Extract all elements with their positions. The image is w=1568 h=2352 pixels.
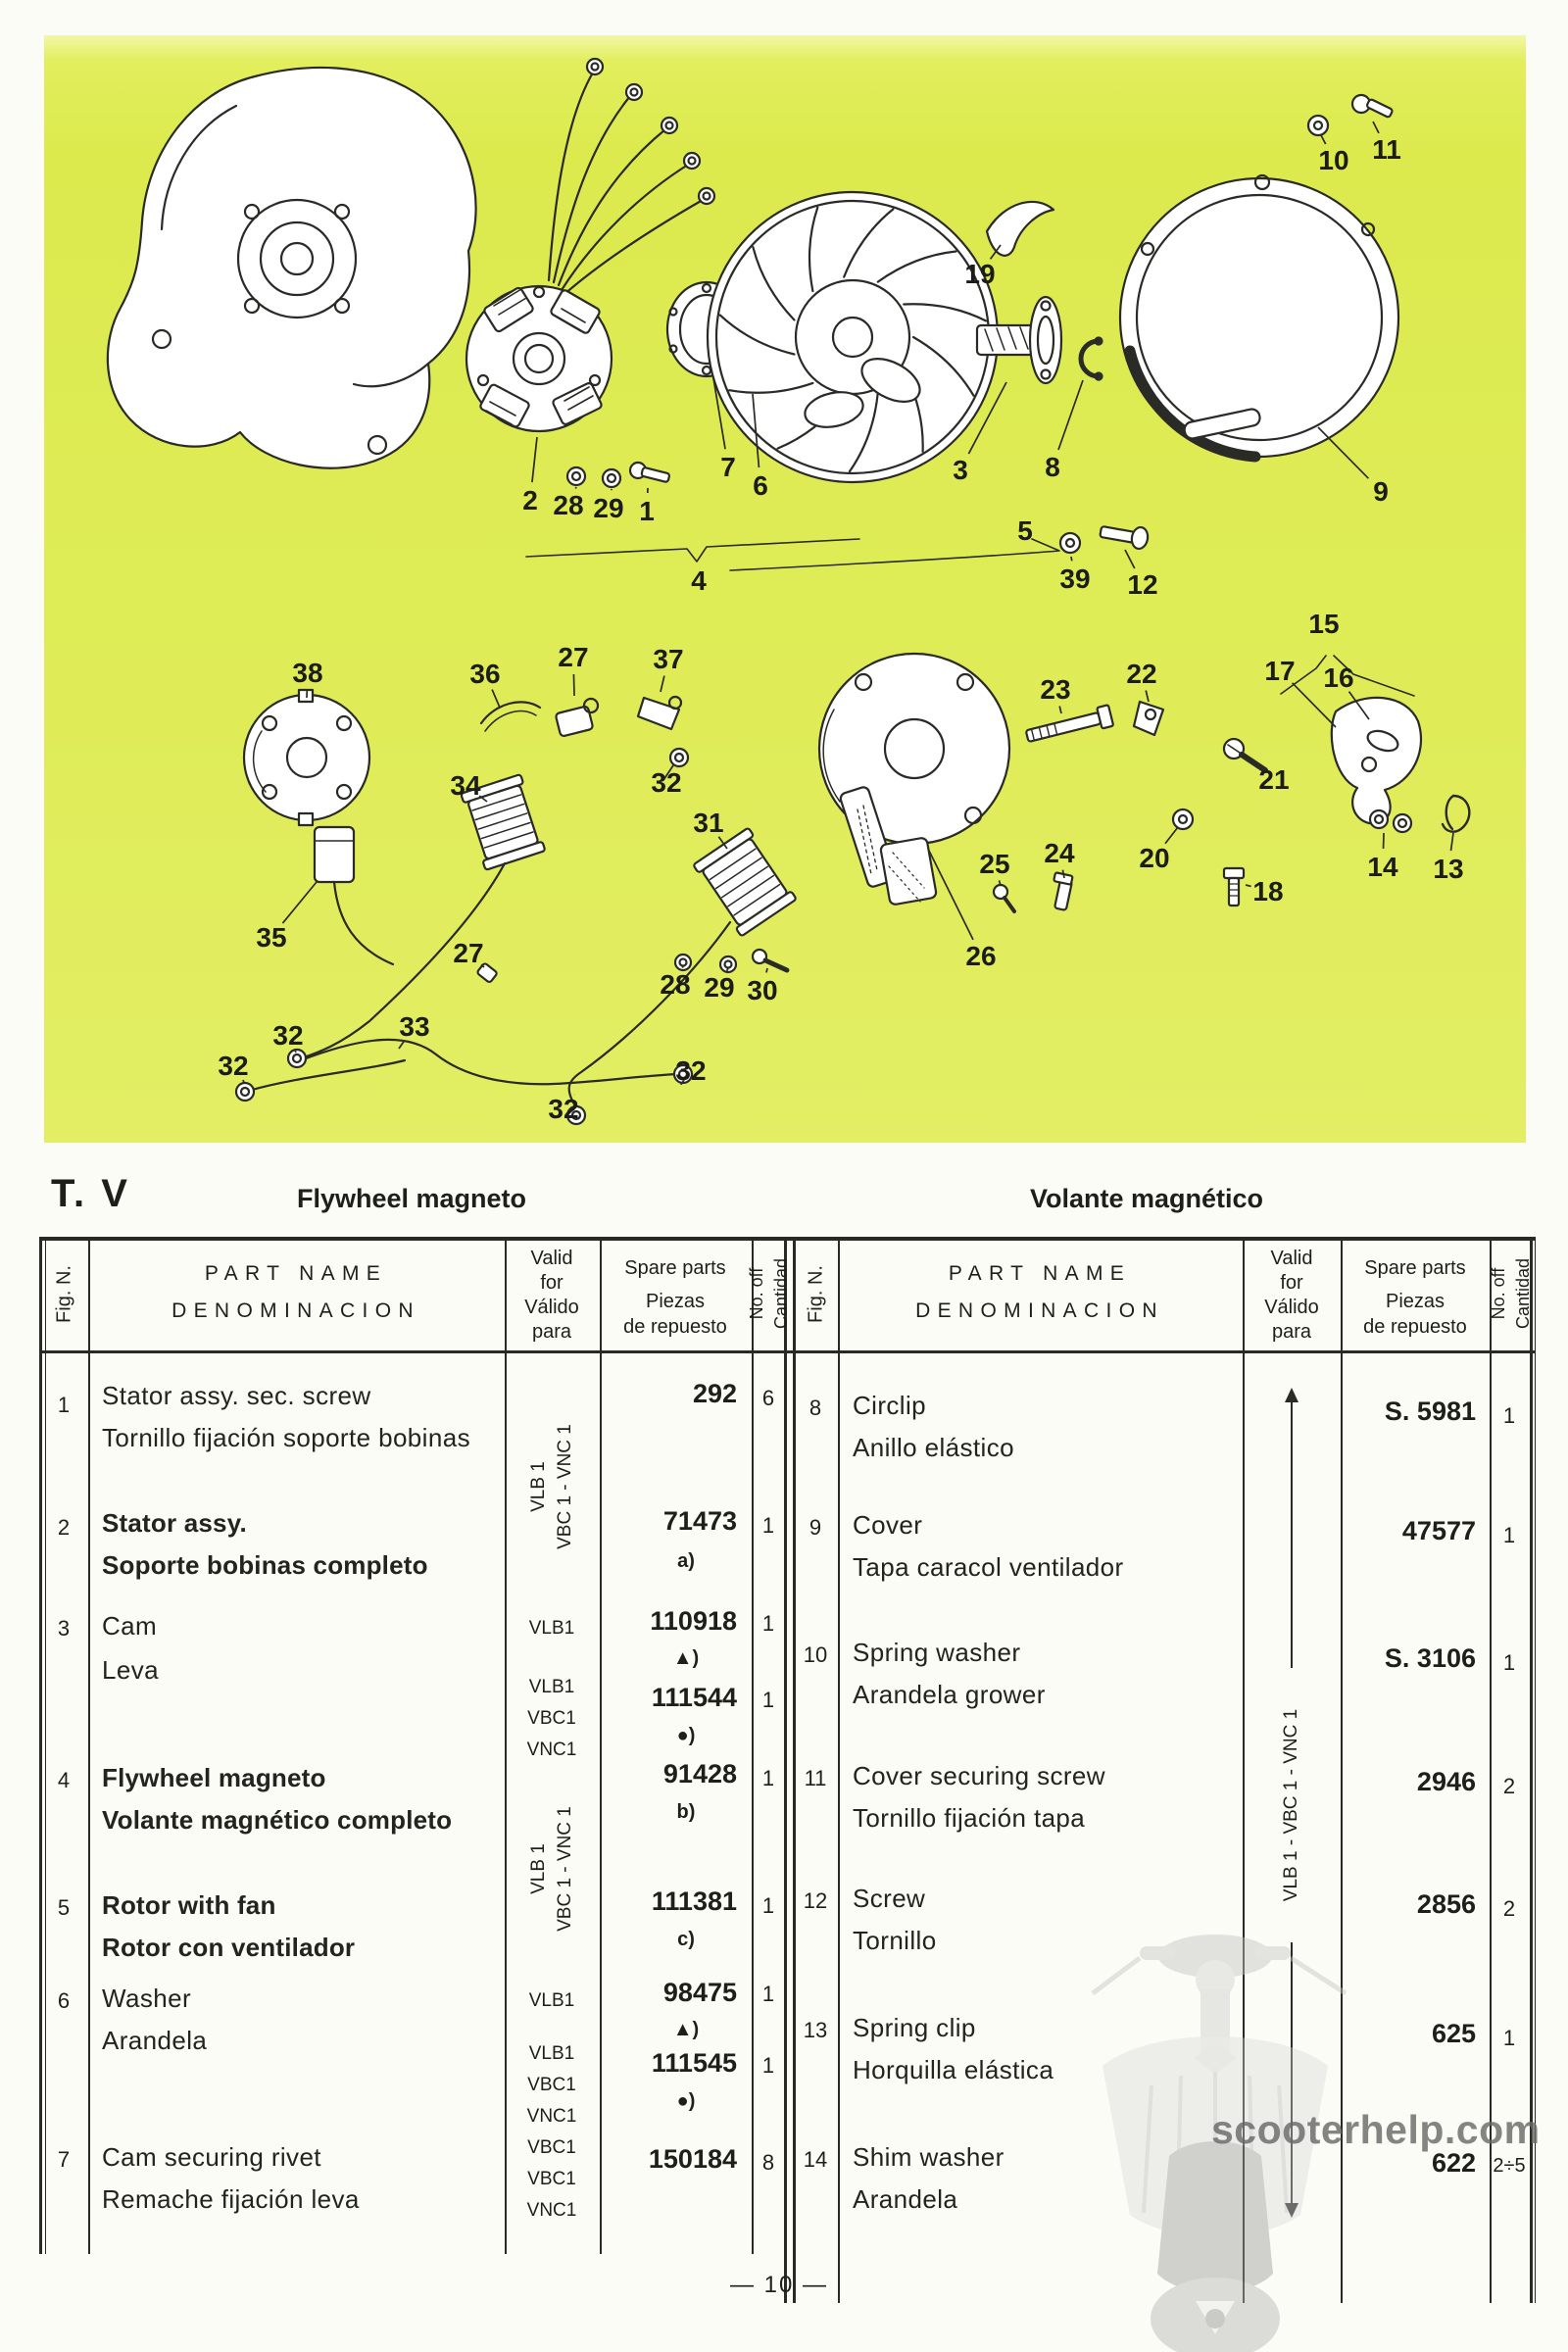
part-callout-number: 17: [1264, 656, 1296, 686]
part-callout-number: 7: [720, 452, 736, 482]
part-name-es: Tapa caracol ventilador: [853, 1552, 1124, 1582]
leader-line: [282, 882, 317, 923]
col-header-valid: Válido: [524, 1297, 579, 1318]
part-name-es: Tornillo fijación soporte bobinas: [102, 1423, 470, 1452]
part-callout-number: 29: [704, 972, 735, 1003]
footnote-mark: ●): [676, 1725, 696, 1746]
part-callout-number: 27: [453, 938, 484, 968]
valid-for: VLB1: [528, 1990, 575, 2011]
fig-number: 12: [803, 1888, 828, 1913]
part-number: 111545: [651, 2048, 737, 2078]
part-callout-number: 2: [522, 485, 538, 515]
part-number: S. 3106: [1384, 1643, 1476, 1673]
valid-for-range-label: VLB 1 - VBC 1 - VNC 1: [1276, 1668, 1307, 1942]
fig-number: 13: [803, 2018, 828, 2042]
valid-for: VLB1: [528, 1618, 575, 1639]
part-callout-number: 28: [660, 969, 691, 1000]
leader-line: [295, 1051, 296, 1053]
part-callout-number: 10: [1318, 145, 1349, 175]
part-name-es: Tornillo fijación tapa: [853, 1803, 1086, 1833]
part-callout-number: 18: [1252, 876, 1284, 906]
part-name-en: Screw: [853, 1884, 926, 1913]
part-number: 71473: [662, 1506, 737, 1536]
grid-line: [45, 1237, 46, 2254]
part-name-en: Shim washer: [853, 2142, 1004, 2172]
fig-number: 6: [57, 1988, 71, 2013]
fig-number: 7: [57, 2147, 71, 2172]
qty-value: 1: [761, 1766, 775, 1790]
part-callout-number: 9: [1373, 476, 1389, 507]
part-callout-number: 21: [1258, 764, 1290, 795]
part-callout-number: 20: [1139, 843, 1170, 873]
part-name-es: Remache fijación leva: [102, 2184, 360, 2214]
qty-value: 2÷5: [1493, 2155, 1526, 2177]
part-name-es: Horquilla elástica: [853, 2055, 1054, 2084]
part-callout-number: 36: [469, 659, 501, 689]
section-title-es: Volante magnético: [1029, 1184, 1264, 1213]
arrow-up-icon: [1285, 1388, 1298, 1402]
leader-line: [766, 968, 767, 972]
leader-line: [1146, 690, 1149, 702]
col-header-spare: Piezas: [1385, 1291, 1446, 1312]
part-callout-number: 32: [675, 1055, 707, 1086]
part-callout-number: 3: [953, 455, 968, 485]
part-number: 2946: [1416, 1767, 1476, 1796]
leader-line: [399, 1041, 405, 1049]
leader-line: [1059, 707, 1061, 713]
col-header-valid: for: [540, 1272, 564, 1294]
part-callout-number: 22: [1126, 659, 1157, 689]
qty-value: 1: [761, 1688, 775, 1712]
part-callout-number: 25: [979, 849, 1010, 879]
col-header-qty: No. off Cantidad: [1489, 1257, 1533, 1330]
part-name-en: Cover securing screw: [853, 1761, 1105, 1790]
part-callout-number: 29: [593, 493, 624, 523]
part-name-en: Spring washer: [853, 1638, 1021, 1667]
leader-line: [1165, 827, 1178, 844]
grid-line: [838, 1237, 840, 2303]
part-name-en: Flywheel magneto: [102, 1763, 326, 1792]
grid-line: [39, 1350, 1536, 1353]
leader-line: [1318, 427, 1368, 478]
diagram-panel: [44, 35, 1526, 1143]
leader-line: [1125, 550, 1135, 568]
col-header-fig: Fig. N.: [53, 1265, 75, 1323]
part-callout-number: 1: [639, 496, 655, 526]
part-name-es: Tornillo: [853, 1926, 937, 1955]
part-callout-number: 8: [1045, 452, 1060, 482]
part-name-es: Soporte bobinas completo: [102, 1550, 428, 1580]
part-name-es: Arandela: [853, 2184, 958, 2214]
table-code: T. V: [51, 1172, 130, 1215]
part-callout-number: 28: [553, 490, 584, 520]
qty-value: 1: [1502, 1403, 1516, 1428]
footnote-mark: ▲): [672, 2019, 700, 2040]
part-callout-number: 23: [1040, 674, 1071, 705]
part-number: 111381: [651, 1886, 737, 1916]
fig-number: 10: [803, 1642, 828, 1667]
part-callout-number: 38: [292, 658, 323, 688]
diagram-line-art: [108, 59, 1469, 1124]
part-number: 625: [1431, 2019, 1476, 2048]
col-header-valid: for: [1280, 1272, 1303, 1294]
part-number: 98475: [662, 1978, 737, 2007]
col-header-spare: Spare parts: [624, 1257, 726, 1279]
qty-value: 1: [761, 1982, 775, 2006]
part-callout-number: 34: [450, 770, 481, 801]
part-callout-number: 30: [747, 975, 778, 1005]
leader-line: [1071, 557, 1072, 561]
part-name-es: Arandela: [102, 2026, 208, 2055]
part-number: 2856: [1416, 1889, 1476, 1919]
col-header-valid: Valid: [1270, 1248, 1313, 1269]
col-header-spare: Spare parts: [1364, 1257, 1466, 1279]
valid-for-stack: VBC1 VBC1 VNC1: [526, 2137, 577, 2221]
col-header-part-name: PART NAME: [948, 1262, 1132, 1285]
part-name-en: Rotor with fan: [102, 1890, 276, 1920]
part-number: 111544: [651, 1683, 737, 1712]
valid-for-group: VLB 1 VBC 1 - VNC 1: [528, 1806, 575, 1932]
part-callout-number: 15: [1308, 609, 1340, 639]
fig-number: 2: [57, 1515, 71, 1540]
part-name-en: Cover: [853, 1510, 923, 1540]
qty-value: 1: [1502, 1650, 1516, 1675]
col-header-valid: Valid: [530, 1248, 573, 1269]
leader-line: [1450, 833, 1453, 851]
leader-line: [1246, 885, 1251, 886]
col-header-denominacion: DENOMINACION: [172, 1299, 420, 1322]
qty-value: 6: [761, 1386, 775, 1410]
part-callout-number: 39: [1059, 564, 1091, 594]
qty-value: 1: [761, 1893, 775, 1918]
arrow-down-icon: [1285, 2203, 1298, 2218]
leader-line: [573, 674, 574, 696]
part-number: 292: [692, 1379, 737, 1408]
part-number: 150184: [648, 2144, 737, 2174]
part-callout-number: 27: [558, 642, 589, 672]
part-number: 110918: [650, 1606, 737, 1636]
part-callout-number: 5: [1017, 515, 1033, 546]
leader-line: [682, 966, 683, 968]
col-header-spare: de repuesto: [1363, 1316, 1467, 1338]
fig-number: 9: [808, 1515, 822, 1540]
footnote-mark: ▲): [672, 1647, 700, 1669]
part-callout-number: 31: [693, 808, 724, 838]
part-name-en: Spring clip: [853, 2013, 976, 2042]
col-header-qty: No. off Cantidad: [747, 1257, 791, 1330]
part-number: 622: [1431, 2148, 1476, 2178]
page-number: — 10 —: [729, 2272, 829, 2298]
part-callout-number: 24: [1044, 838, 1075, 868]
exploded-diagram: [44, 35, 1526, 1143]
part-callout-number: 32: [548, 1094, 579, 1124]
qty-value: 1: [761, 1611, 775, 1636]
part-callout-number: 16: [1323, 662, 1354, 693]
part-name-en: Cam: [102, 1611, 158, 1641]
footnote-mark: c): [677, 1929, 695, 1950]
leader-line: [1321, 135, 1326, 144]
footnote-mark: b): [676, 1801, 696, 1823]
col-header-valid: para: [531, 1321, 572, 1343]
part-callout-number: 33: [399, 1011, 430, 1042]
qty-value: 2: [1502, 1896, 1516, 1921]
leader-line: [1373, 122, 1379, 133]
valid-for-group: VLB 1 VBC 1 - VNC 1: [528, 1424, 575, 1549]
part-name-es: Arandela grower: [853, 1680, 1046, 1709]
part-callout-number: 11: [1372, 134, 1401, 165]
part-callout-number: 32: [651, 767, 682, 798]
fig-number: 5: [57, 1895, 71, 1920]
valid-for-stack: VLB1 VBC1 VNC1: [526, 2043, 577, 2127]
footnote-mark: a): [677, 1550, 695, 1572]
col-header-valid: Válido: [1264, 1297, 1319, 1318]
leader-line: [492, 690, 500, 708]
col-header-spare: de repuesto: [623, 1316, 727, 1338]
part-name-es: Rotor con ventilador: [102, 1933, 356, 1962]
col-header-fig: Fig. N.: [805, 1265, 827, 1323]
fig-number: 4: [57, 1768, 71, 1792]
part-name-en: Circlip: [853, 1391, 927, 1420]
qty-value: 1: [1502, 1523, 1516, 1547]
part-number: S. 5981: [1384, 1396, 1476, 1426]
section-title-en: Flywheel magneto: [296, 1184, 527, 1213]
leader-line: [575, 487, 576, 489]
valid-for-stack: VLB1 VBC1 VNC1: [526, 1677, 577, 1760]
part-callout-number: 19: [964, 259, 996, 289]
col-header-valid: para: [1271, 1321, 1312, 1343]
col-header-part-name: PART NAME: [204, 1262, 388, 1285]
fig-number: 1: [57, 1393, 71, 1417]
watermark-text: scooterhelp.com: [1211, 2107, 1541, 2152]
col-header-spare: Piezas: [645, 1291, 706, 1312]
part-name-en: Washer: [102, 1984, 192, 2013]
part-callout-number: 32: [272, 1020, 304, 1051]
part-name-en: Stator assy.: [102, 1508, 247, 1538]
part-name-es: Leva: [102, 1655, 159, 1685]
part-number: 91428: [662, 1759, 737, 1788]
leader-line: [532, 437, 537, 482]
part-callout-number: 4: [691, 565, 707, 596]
part-name-en: Cam securing rivet: [102, 2142, 321, 2172]
leader-line: [661, 676, 664, 692]
part-callout-number: 6: [753, 470, 768, 501]
footnote-mark: ●): [676, 2090, 696, 2112]
grid-line: [88, 1237, 90, 2254]
part-number: 47577: [1401, 1516, 1476, 1545]
leader-line: [727, 968, 728, 971]
part-callout-number: 26: [965, 941, 997, 971]
fig-number: 8: [808, 1396, 822, 1420]
part-name-en: Stator assy. sec. screw: [102, 1381, 371, 1410]
part-callout-number: 13: [1433, 854, 1464, 884]
part-callout-number: 12: [1127, 569, 1158, 600]
col-header-denominacion: DENOMINACION: [915, 1299, 1164, 1322]
qty-value: 1: [761, 1513, 775, 1538]
grid-line: [39, 1237, 42, 2254]
part-callout-number: 32: [218, 1051, 249, 1081]
part-callout-number: 14: [1367, 852, 1398, 882]
leader-line: [1058, 380, 1083, 450]
part-callout-number: 35: [256, 922, 287, 953]
part-name-es: Volante magnético completo: [102, 1805, 453, 1835]
part-name-es: Anillo elástico: [853, 1433, 1014, 1462]
fig-number: 3: [57, 1616, 71, 1641]
qty-value: 2: [1502, 1774, 1516, 1798]
qty-value: 1: [761, 2053, 775, 2078]
fig-number: 14: [803, 2147, 828, 2172]
part-callout-number: 37: [653, 644, 684, 674]
fig-number: 11: [804, 1766, 827, 1790]
qty-value: 8: [761, 2150, 775, 2175]
qty-value: 1: [1502, 2026, 1516, 2050]
